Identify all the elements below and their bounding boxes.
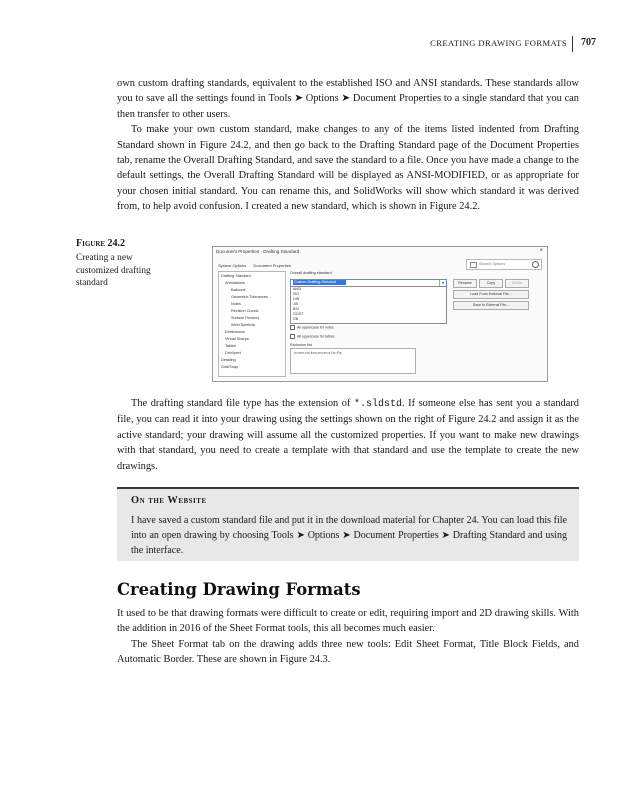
tree-item-datums[interactable]: Geometric Tolerances	[231, 295, 268, 299]
tree-item-virtual-sharps[interactable]: Virtual Sharps	[225, 337, 249, 341]
checkbox-icon	[290, 325, 295, 330]
tree-item-dimxpert[interactable]: DimXpert	[225, 351, 241, 355]
tree-item-weld-symbols[interactable]: Weld Symbols	[231, 323, 256, 327]
tree-item-tables[interactable]: Tables	[225, 344, 236, 348]
standard-option[interactable]: DIN	[293, 297, 300, 301]
chevron-down-icon[interactable]: ▾	[439, 280, 446, 286]
tab-document-properties[interactable]: Document Properties	[253, 263, 291, 268]
standard-selected-value: Custom-Drafting-Standard	[293, 280, 346, 285]
standard-label: Overall drafting standard	[290, 271, 332, 275]
dialog-title: Document Properties - Drafting Standard	[216, 249, 300, 254]
running-head-divider	[572, 36, 573, 52]
page-number: 707	[581, 37, 596, 48]
checkbox-label: All uppercase for tables	[297, 334, 335, 339]
tree-item-grid-snap[interactable]: Grid/Snap	[221, 365, 239, 369]
standard-option[interactable]: GOST	[293, 312, 304, 316]
uppercase-tables-checkbox[interactable]	[290, 334, 335, 339]
checkbox-icon	[290, 334, 295, 339]
paragraph-5: The Sheet Format tab on the drawing adds three new tools: Edit Sheet Format, Title Block Fields, and Automatic Border. These are shown in Figure 24.3.	[117, 638, 579, 666]
copy-button[interactable]: Copy	[479, 279, 503, 288]
sidebar-text: I have saved a custom standard file and put it in the download material for Chapter 24. You can load this file into an open drawing by choosing Tools ➤ Options ➤ Document Properties ➤ Drafting Standard and using the interface.	[131, 515, 567, 556]
section-heading: Creating Drawing Formats	[117, 580, 361, 599]
search-input[interactable]	[466, 259, 542, 270]
close-icon[interactable]: ×	[539, 248, 543, 254]
tree-item-surface-finishes[interactable]: Surface Finishes	[231, 316, 260, 320]
file-type-text	[117, 396, 579, 474]
options-icon	[470, 262, 477, 268]
checkbox-label: All uppercase for notes	[297, 325, 334, 330]
paragraph-2: To make your own custom standard, make changes to any of the items listed indented from Drafting Standard shown in Figure 24.2, and then go back to the Drafting Standard page of the Document Properties tab, rename the Overall Drafting Standard, and save the standard to a file. Once you have made a change to the default settings, the Overall Drafting Standard will be displayed as ANSI-MODIFIED, or as appropriate for your chosen initial standard. You can rename this, and SolidWorks will show which standard it was derived from, to help avoid confusion. I created a new standard, which is shown in Figure 24.2.	[117, 124, 579, 213]
standard-option[interactable]: JIS	[293, 302, 299, 306]
drafting-standard-dialog	[212, 246, 548, 382]
tree-item-dimensions[interactable]: Dimensions	[225, 330, 245, 334]
rename-button[interactable]: Rename	[453, 279, 477, 288]
tree-item-detailing[interactable]: Detailing	[221, 358, 236, 362]
uppercase-notes-checkbox[interactable]	[290, 325, 334, 330]
standard-option[interactable]: ANSI	[293, 287, 302, 291]
intro-text	[117, 76, 579, 215]
exclusion-value: m;mm;cm;km;um;nm;s;Hz;Pa;	[294, 351, 343, 355]
standard-option[interactable]: GB	[293, 317, 299, 321]
dialog-tabs	[218, 263, 297, 268]
exclusion-input[interactable]	[290, 348, 416, 374]
delete-button[interactable]: Delete	[505, 279, 529, 288]
standard-option[interactable]: ISO	[293, 292, 300, 296]
figure-label: Figure 24.2	[76, 238, 126, 249]
section-text	[117, 606, 579, 668]
tab-system-options[interactable]: System Options	[218, 263, 247, 268]
paragraph-3-end: . If someone else has sent you a standard file, you can read it into your drawing using the settings shown on the right of Figure 24.2 and assign it as the active standard; your drawing will assume all the customized properties. If you want to make new drawings with that standard, you need to create a template with that standard and use the template to create the new drawings.	[117, 398, 579, 472]
standard-dropdown-list	[290, 286, 447, 324]
load-external-button[interactable]: Load From External File...	[453, 290, 529, 299]
sidebar-title: On the Website	[131, 495, 207, 506]
running-head-title: CREATING DRAWING FORMATS	[430, 38, 567, 48]
tree-item-annotations[interactable]: Annotations	[225, 281, 246, 285]
figure-caption-text: Creating a new customized drafting standard	[76, 253, 151, 289]
figure-caption	[76, 238, 166, 290]
options-tree	[218, 271, 286, 377]
tree-item-notes[interactable]: Notes	[231, 302, 241, 306]
tree-item-drafting-standard[interactable]: Drafting Standard	[221, 274, 251, 278]
search-icon	[532, 261, 539, 268]
standard-option[interactable]: BSI	[293, 307, 299, 311]
search-placeholder: Search Options	[479, 262, 506, 266]
paragraph-4: It used to be that drawing formats were difficult to create or edit, requiring import and 2D drawing skills. With the addition in 2016 of the Sheet Format tools, this all becomes much easier.	[117, 608, 579, 635]
save-external-button[interactable]: Save to External File...	[453, 301, 529, 310]
paragraph-3	[117, 396, 579, 474]
paragraph-1: own custom drafting standards, equivalent to the established ISO and ANSI standards. These standards allow you to save all the settings found in Tools ➤ Options ➤ Document Properties to a single standard that you can then transfer to other users.	[117, 78, 579, 120]
tree-item-revision-clouds[interactable]: Revision Clouds	[231, 309, 259, 313]
website-sidebar	[117, 487, 579, 561]
exclusion-label: Exclusion list	[290, 343, 312, 347]
running-head	[0, 36, 636, 52]
sidebar-rule	[117, 487, 579, 489]
tree-item-balloons[interactable]: Balloons	[231, 288, 246, 292]
paragraph-3-start: The drafting standard file type has the extension of	[131, 398, 354, 409]
file-extension-code: *.sldstd	[353, 399, 402, 410]
